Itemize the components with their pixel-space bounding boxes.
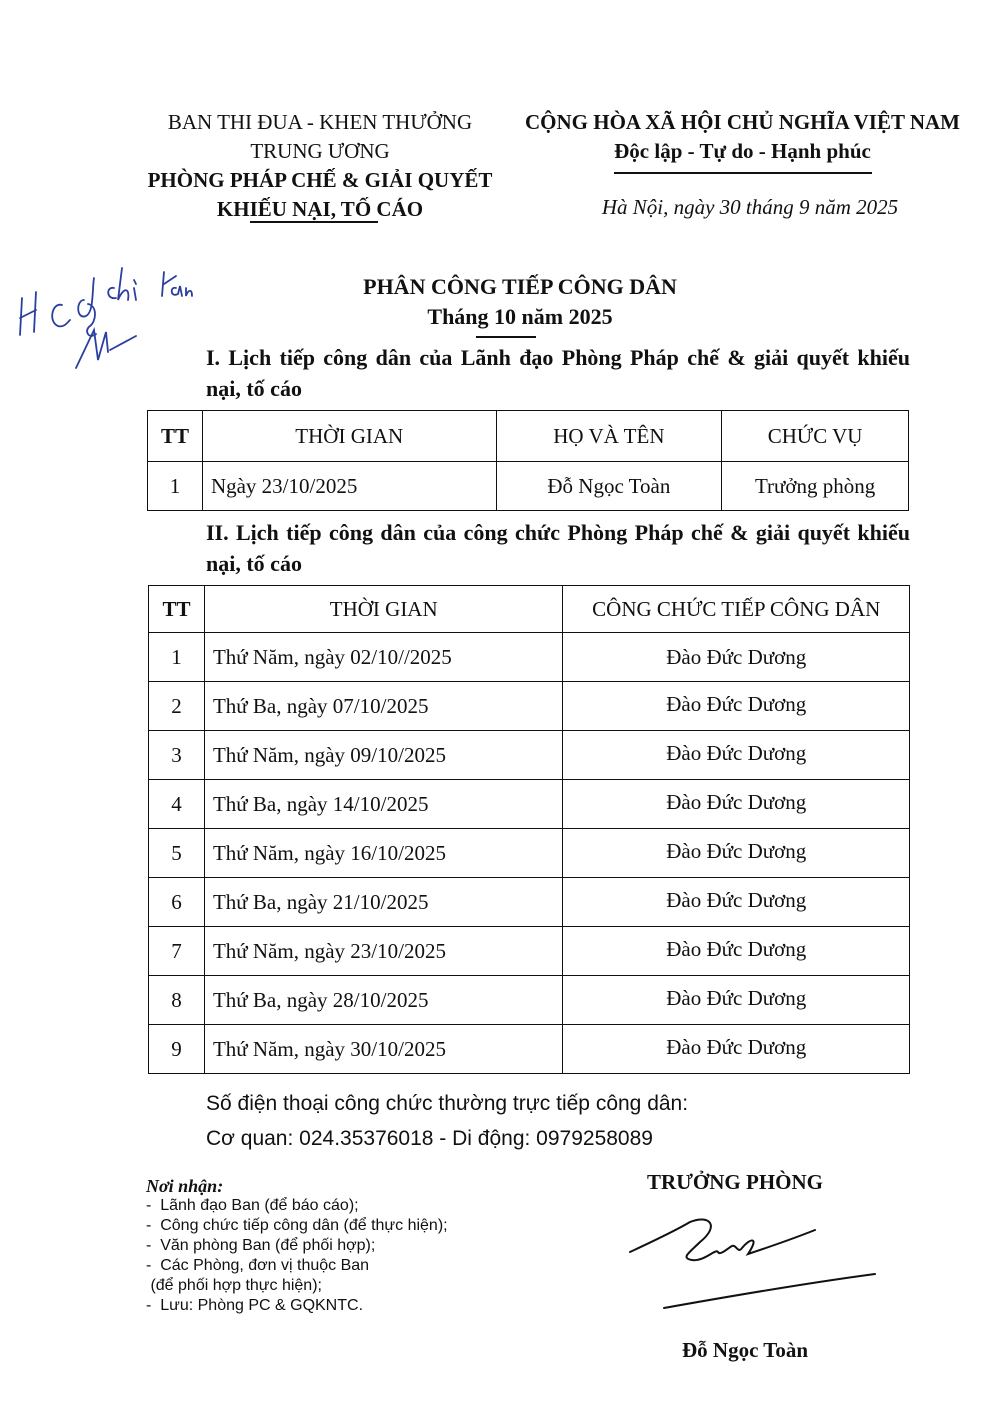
section-2-heading-text: II. Lịch tiếp công dân của công chức Phòng Pháp chế & giải quyết khiếu nại, tố cáo xyxy=(206,520,910,576)
row-officer: Đào Đức Dương xyxy=(563,780,910,829)
recipient-item: - Lãnh đạo Ban (để báo cáo); xyxy=(146,1197,359,1214)
row-tt: 6 xyxy=(149,878,205,927)
motto-underline xyxy=(614,172,872,174)
title-underline xyxy=(476,336,536,338)
table-row xyxy=(148,462,909,511)
department-line-1: PHÒNG PHÁP CHẾ & GIẢI QUYẾT xyxy=(147,168,493,192)
recipients-list xyxy=(146,1176,448,1316)
title-line-2: Tháng 10 năm 2025 xyxy=(427,304,613,329)
table-row xyxy=(149,780,910,829)
recipient-item: - Công chức tiếp công dân (để thực hiện); xyxy=(146,1217,448,1234)
row-tt: 2 xyxy=(149,682,205,731)
row-officer: Đào Đức Dương xyxy=(563,682,910,731)
row-officer: Đào Đức Dương xyxy=(563,878,910,927)
row-tt: 1 xyxy=(148,462,203,511)
signer-title: TRƯỞNG PHÒNG xyxy=(647,1170,823,1194)
country-name: CỘNG HÒA XÃ HỘI CHỦ NGHĨA VIỆT NAM xyxy=(524,110,961,134)
recipients-heading: Nơi nhận: xyxy=(146,1176,224,1196)
row-position: Trưởng phòng xyxy=(722,462,909,511)
agency-underline xyxy=(250,221,378,223)
table-header-row xyxy=(148,411,909,462)
row-tt: 4 xyxy=(149,780,205,829)
table-row xyxy=(149,1025,910,1074)
row-time: Thứ Năm, ngày 23/10/2025 xyxy=(204,927,563,976)
col-tt: TT xyxy=(148,411,203,462)
col-time: THỜI GIAN xyxy=(204,586,563,633)
row-time: Thứ Năm, ngày 02/10//2025 xyxy=(204,633,563,682)
officer-schedule-table xyxy=(148,585,910,1074)
col-time: THỜI GIAN xyxy=(202,411,496,462)
row-time: Thứ Ba, ngày 14/10/2025 xyxy=(204,780,563,829)
recipient-item: - Các Phòng, đơn vị thuộc Ban xyxy=(146,1257,370,1274)
table-row xyxy=(149,976,910,1025)
section-1-heading xyxy=(148,342,910,404)
title-line-1: PHÂN CÔNG TIẾP CÔNG DÂN xyxy=(363,274,677,299)
row-time: Thứ Ba, ngày 21/10/2025 xyxy=(204,878,563,927)
section-1-heading-text: I. Lịch tiếp công dân của Lãnh đạo Phòng Pháp chế & giải quyết khiếu nại, tố cáo xyxy=(206,345,910,401)
agency-line-2: TRUNG ƯƠNG xyxy=(250,139,390,163)
row-time: Thứ Năm, ngày 16/10/2025 xyxy=(204,829,563,878)
section-2-heading xyxy=(148,517,910,579)
motto: Độc lập - Tự do - Hạnh phúc xyxy=(614,139,871,163)
row-officer: Đào Đức Dương xyxy=(563,731,910,780)
recipient-item: - Lưu: Phòng PC & GQKNTC. xyxy=(146,1297,364,1314)
col-officer: CÔNG CHỨC TIẾP CÔNG DÂN xyxy=(563,586,910,633)
table-row xyxy=(149,633,910,682)
col-tt: TT xyxy=(149,586,205,633)
table-row xyxy=(149,682,910,731)
agency-line-1: BAN THI ĐUA - KHEN THƯỞNG xyxy=(167,110,473,134)
leadership-schedule-table xyxy=(147,410,909,511)
signature-image xyxy=(620,1208,890,1318)
phone-label: Số điện thoại công chức thường trực tiếp công dân: xyxy=(206,1092,689,1115)
issuing-agency xyxy=(120,108,520,224)
row-tt: 9 xyxy=(149,1025,205,1074)
recipient-item: (để phối hợp thực hiện); xyxy=(146,1277,322,1294)
signer-name: Đỗ Ngọc Toàn xyxy=(681,1338,809,1362)
row-officer: Đào Đức Dương xyxy=(563,829,910,878)
phone-numbers: Cơ quan: 024.35376018 - Di động: 0979258089 xyxy=(206,1127,653,1150)
document-title xyxy=(140,272,900,332)
row-tt: 8 xyxy=(149,976,205,1025)
row-officer: Đào Đức Dương xyxy=(563,927,910,976)
contact-phone xyxy=(206,1086,688,1156)
document-date: Hà Nội, ngày 30 tháng 9 năm 2025 xyxy=(601,195,899,219)
row-officer: Đào Đức Dương xyxy=(563,633,910,682)
table-row xyxy=(149,927,910,976)
row-time: Ngày 23/10/2025 xyxy=(202,462,496,511)
recipient-item: - Văn phòng Ban (để phối hợp); xyxy=(146,1237,376,1254)
row-tt: 1 xyxy=(149,633,205,682)
col-position: CHỨC VỤ xyxy=(722,411,909,462)
row-name: Đỗ Ngọc Toàn xyxy=(496,462,722,511)
row-time: Thứ Ba, ngày 07/10/2025 xyxy=(204,682,563,731)
department-line-2: KHIẾU NẠI, TỐ CÁO xyxy=(216,197,424,221)
table-header-row xyxy=(149,586,910,633)
row-tt: 5 xyxy=(149,829,205,878)
table-row xyxy=(149,878,910,927)
col-name: HỌ VÀ TÊN xyxy=(496,411,722,462)
row-time: Thứ Năm, ngày 09/10/2025 xyxy=(204,731,563,780)
row-officer: Đào Đức Dương xyxy=(563,976,910,1025)
table-row xyxy=(149,829,910,878)
row-time: Thứ Năm, ngày 30/10/2025 xyxy=(204,1025,563,1074)
row-officer: Đào Đức Dương xyxy=(563,1025,910,1074)
row-time: Thứ Ba, ngày 28/10/2025 xyxy=(204,976,563,1025)
row-tt: 3 xyxy=(149,731,205,780)
table-row xyxy=(149,731,910,780)
national-motto xyxy=(515,108,970,166)
row-tt: 7 xyxy=(149,927,205,976)
